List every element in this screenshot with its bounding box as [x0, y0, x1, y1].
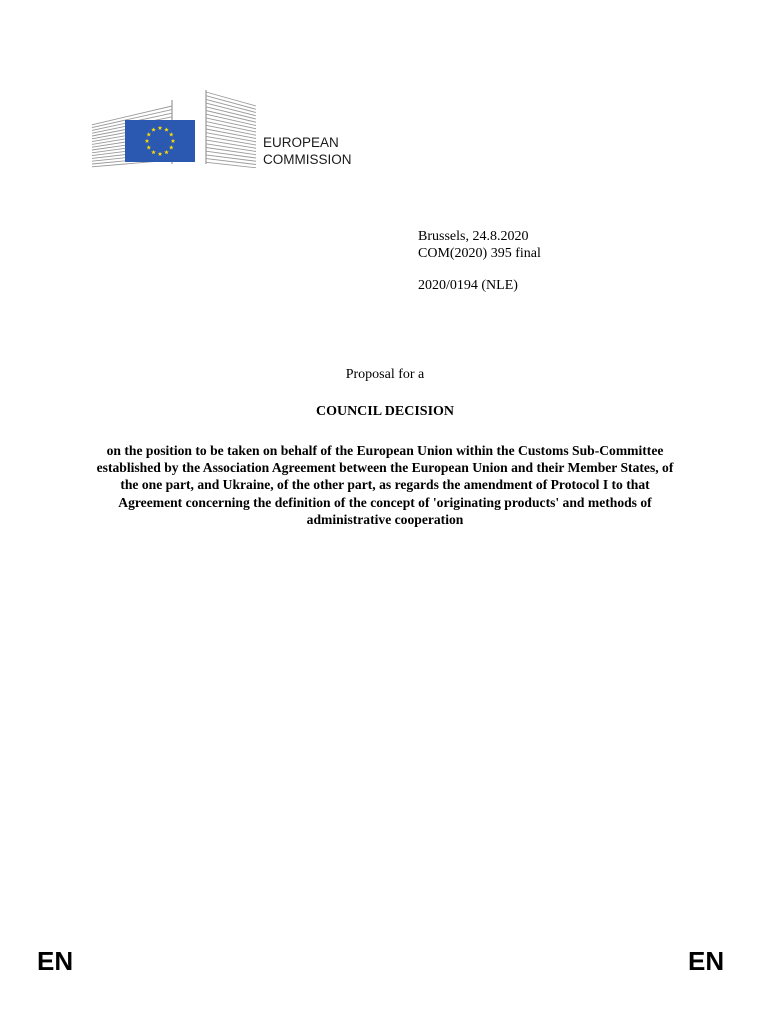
place-date: Brussels, 24.8.2020: [418, 229, 529, 244]
procedure-number: 2020/0194 (NLE): [418, 278, 518, 293]
com-number: COM(2020) 395 final: [418, 246, 541, 261]
language-code-right: EN: [688, 946, 725, 976]
language-code-left: EN: [37, 946, 74, 976]
logo-graphic: [90, 88, 260, 168]
spacer: [418, 262, 541, 277]
document-reference: [418, 228, 541, 294]
document-type: COUNCIL DECISION: [315, 404, 455, 419]
document-subject: on the position to be taken on behalf of the European Union within the Customs Sub-Committee established by the Association Agreement between the European Union and their Member States, of the one part, and Ukraine, of the other part, as regards the amendment of Protocol I to that Agreement concerning the definition of the concept of 'originating products' and methods of administrative cooperation: [96, 443, 674, 527]
institution-name: [263, 134, 352, 168]
institution-name-line2: COMMISSION: [263, 152, 352, 167]
institution-name-line1: EUROPEAN: [263, 135, 339, 150]
european-commission-logo: [90, 88, 260, 168]
proposal-intro: Proposal for a: [345, 367, 425, 382]
